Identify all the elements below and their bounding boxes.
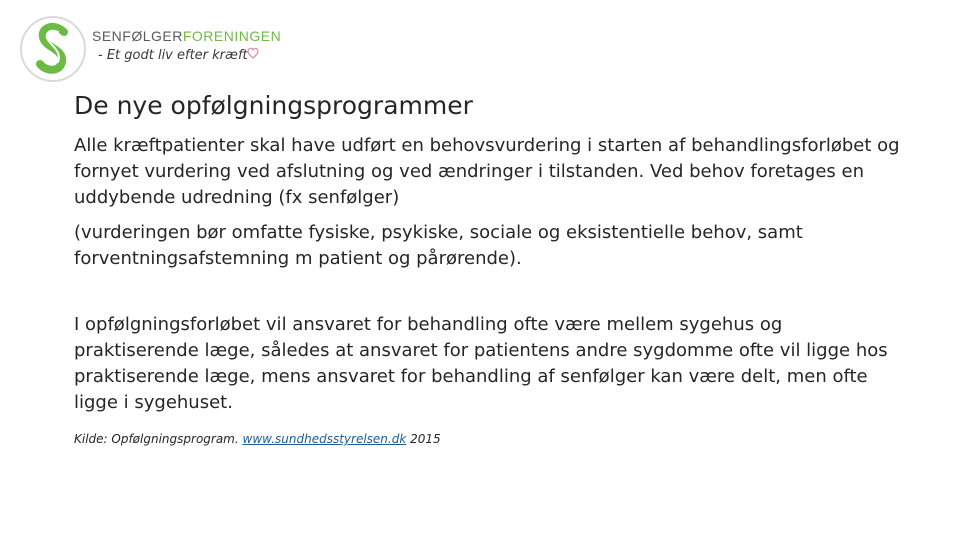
- paragraph-assessment: Alle kræftpatienter skal have udført en behovsvurdering i starten af behandlingsforløbet og fornyet vurdering ved afslutning og ved ændringer i tilstanden. Ved behov foretages en uddybende udredning (fx senfølger): [74, 135, 900, 208]
- logo-name-part2: FORENINGEN: [182, 28, 282, 44]
- logo-name-part1: SENFØLGER: [92, 28, 183, 44]
- heart-icon: [246, 46, 260, 60]
- source-year: 2015: [410, 432, 441, 446]
- slide-title: De nye opfølgningsprogrammer: [74, 91, 473, 120]
- source-citation: [74, 432, 441, 446]
- slide-body: [74, 133, 904, 416]
- source-link[interactable]: www.sundhedsstyrelsen.dk: [242, 432, 407, 446]
- source-prefix: Kilde: Opfølgningsprogram.: [74, 432, 239, 446]
- paragraph-assessment-scope: (vurderingen bør omfatte fysiske, psykiske, sociale og eksistentielle behov, samt forventningsafstemning m patient og pårørende).: [74, 222, 803, 269]
- senfolgerforeningen-logo: [18, 14, 282, 84]
- logo-tagline: - Et godt liv efter kræft: [98, 48, 248, 63]
- logo-s-icon: [18, 14, 88, 84]
- logo-name: [92, 28, 281, 44]
- paragraph-responsibility: I opfølgningsforløbet vil ansvaret for behandling ofte være mellem sygehus og praktiserende læge, således at ansvaret for patientens andre sygdomme ofte vil ligge hos praktiserende læge, mens ansvaret for behandling af senfølger kan være delt, men ofte ligge i sygehuset.: [74, 314, 888, 413]
